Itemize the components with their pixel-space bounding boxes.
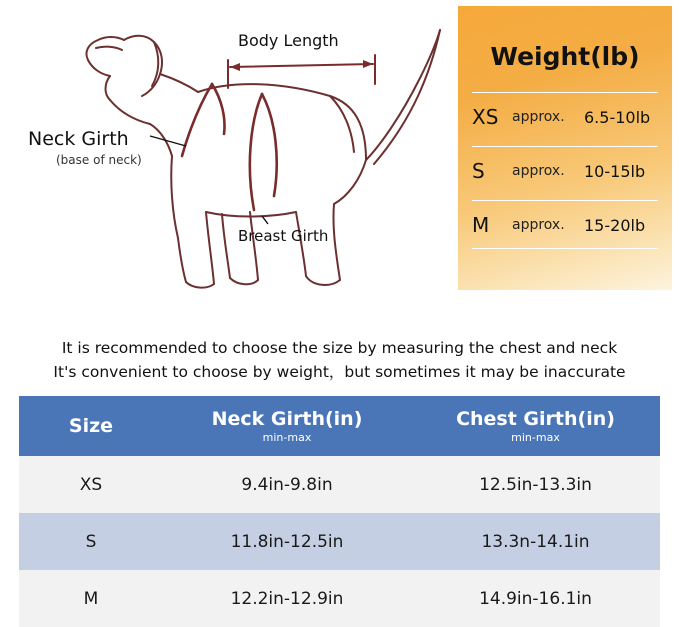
weight-row [472,146,658,195]
weight-row-approx: approx. [512,163,565,179]
column-header-chest-girth-main: Chest Girth(in) [456,408,615,430]
cell-size: S [19,513,163,570]
cell-size: M [19,570,163,627]
weight-card [458,6,672,290]
column-header-size-main: Size [68,415,114,437]
label-breast-girth: Breast Girth [238,227,329,245]
table-row [19,513,660,570]
label-body-length: Body Length [238,31,339,50]
weight-row-value: 6.5-10lb [584,107,651,127]
table-row [19,570,660,627]
weight-card-divider [472,248,658,249]
cell-chest-girth: 12.5in-13.3in [411,456,660,513]
weight-row-value: 10-15lb [584,161,646,181]
cell-neck-girth: 12.2in-12.9in [163,570,411,627]
weight-row-value: 15-20lb [584,215,646,235]
label-neck-girth-sublabel: (base of neck) [56,153,142,167]
weight-row-size: S [472,159,485,183]
recommendation-text [0,336,679,384]
cell-neck-girth: 11.8in-12.5in [163,513,411,570]
weight-row [472,92,658,141]
cell-chest-girth: 14.9in-16.1in [411,570,660,627]
weight-row-approx: approx. [512,109,565,125]
column-header-neck-girth [163,396,411,456]
weight-row [472,200,658,249]
table-row [19,456,660,513]
dog-measurement-diagram [0,0,679,310]
column-header-neck-girth-main: Neck Girth(in) [211,408,363,430]
size-chart-table [19,396,660,627]
table-header-row [19,396,660,456]
weight-row-size: M [472,213,490,237]
weight-row-size: XS [472,105,499,129]
column-header-size [19,396,163,456]
cell-size: XS [19,456,163,513]
column-header-neck-girth-sub: min-max [262,431,312,444]
recommendation-line-1: It is recommended to choose the size by measuring the chest and neck [61,339,618,357]
column-header-chest-girth-sub: min-max [511,431,560,444]
cell-neck-girth: 9.4in-9.8in [163,456,411,513]
weight-card-title: Weight(lb) [490,42,640,71]
cell-chest-girth: 13.3n-14.1in [411,513,660,570]
column-header-chest-girth [411,396,660,456]
weight-row-approx: approx. [512,217,565,233]
recommendation-line-2: It's convenient to choose by weight，but sometimes it may be inaccurate [53,363,626,381]
label-neck-girth: Neck Girth [28,128,129,150]
